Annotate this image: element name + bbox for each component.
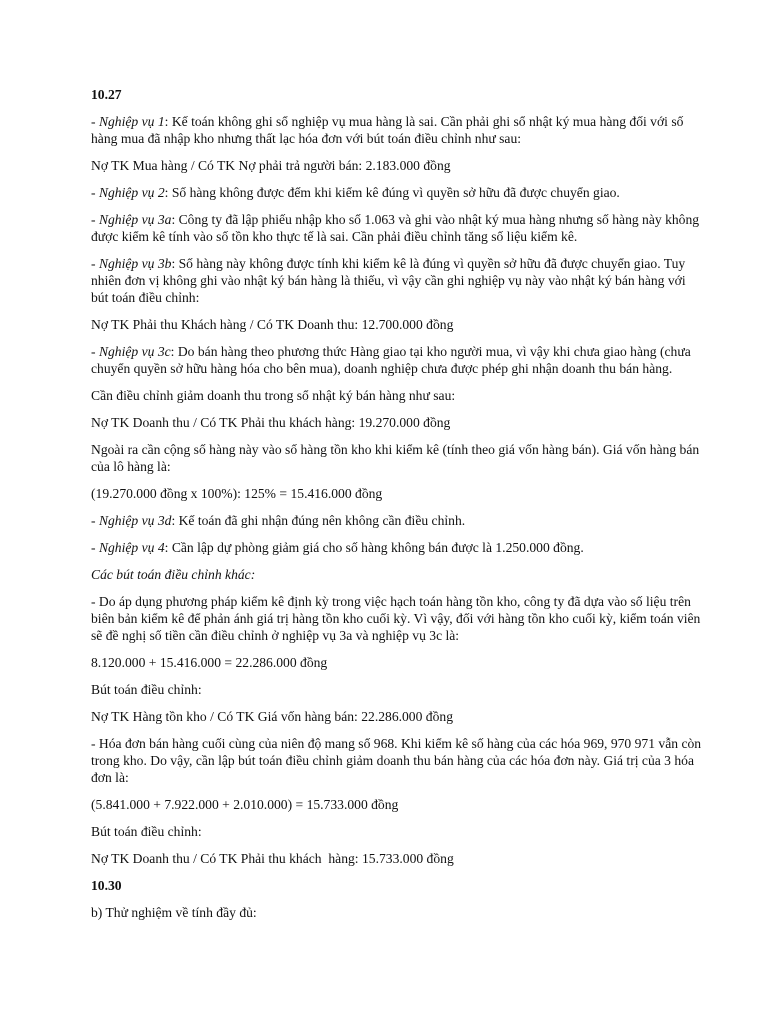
paragraph-nghiep-vu-1: - Nghiệp vụ 1: Kế toán không ghi sổ nghiệp vụ mua hàng là sai. Cần phải ghi sổ nhật ký mua hàng đối với số hàng mua đã nhập kho nhưng thất lạc hóa đơn với bút toán điều chỉnh như sau: [91, 114, 684, 146]
calculation-2: 8.120.000 + 15.416.000 = 22.286.000 đồng [91, 655, 328, 670]
paragraph-nghiep-vu-3b: - Nghiệp vụ 3b: Số hàng này không được tính khi kiểm kê là đúng vì quyền sở hữu đã được chuyển giao. Tuy nhiên đơn vị không ghi vào nhật ký bán hàng là thiếu, vì vậy cần ghi nghiệp vụ này vào nhật ký bán hàng với bút toán điều chỉnh: [91, 256, 686, 305]
paragraph-label: Nghiệp vụ 3a [98, 212, 172, 227]
paragraph-label: Nghiệp vụ 2 [98, 185, 165, 200]
paragraph-text: : Kế toán đã ghi nhận đúng nên không cần điều chỉnh. [171, 513, 466, 528]
paragraph-label: Nghiệp vụ 3b [98, 256, 172, 271]
journal-entry-3: Nợ TK Doanh thu / Có TK Phải thu khách hàng: 19.270.000 đồng [91, 415, 451, 430]
journal-entry-4: Nợ TK Hàng tồn kho / Có TK Giá vốn hàng bán: 22.286.000 đồng [91, 709, 453, 724]
adjustment-label-2: Bút toán điều chỉnh: [91, 824, 202, 839]
journal-entry-1: Nợ TK Mua hàng / Có TK Nợ phải trả người bán: 2.183.000 đồng [91, 158, 451, 173]
paragraph-label: Nghiệp vụ 3c [98, 344, 171, 359]
paragraph-nghiep-vu-3a: - Nghiệp vụ 3a: Công ty đã lập phiếu nhập kho số 1.063 và ghi vào nhật ký mua hàng nhưng số hàng này không được kiểm kê tính vào số tồn kho thực tế là sai. Cần phải điều chỉnh tăng số liệu kiểm kê. [91, 212, 700, 244]
paragraph-label: Nghiệp vụ 3d [98, 513, 172, 528]
other-adjustments-heading: Các bút toán điều chỉnh khác: [91, 567, 256, 582]
paragraph-text: : Do bán hàng theo phương thức Hàng giao tại kho người mua, vì vậy khi chưa giao hàng (chưa chuyển quyền sở hữu hàng hóa cho bên mua), doanh nghiệp chưa được phép ghi nhận doanh thu bán hàng. [91, 344, 691, 376]
paragraph-text: : Công ty đã lập phiếu nhập kho số 1.063 và ghi vào nhật ký mua hàng nhưng số hàng này không được kiểm kê tính vào số tồn kho thực tế là sai. Cần phải điều chỉnh tăng số liệu kiểm kê. [91, 212, 700, 244]
paragraph-text: : Cần lập dự phòng giảm giá cho số hàng không bán được là 1.250.000 đồng. [164, 540, 584, 555]
paragraph-adjust-revenue: Cần điều chỉnh giảm doanh thu trong sổ nhật ký bán hàng như sau: [91, 388, 456, 403]
calculation-1: (19.270.000 đồng x 100%): 125% = 15.416.000 đồng [91, 486, 383, 501]
calculation-3: (5.841.000 + 7.922.000 + 2.010.000) = 15.733.000 đồng [91, 797, 399, 812]
paragraph-text: : Kế toán không ghi sổ nghiệp vụ mua hàng là sai. Cần phải ghi sổ nhật ký mua hàng đối với số hàng mua đã nhập kho nhưng thất lạc hóa đơn với bút toán điều chỉnh như sau: [91, 114, 684, 146]
paragraph-periodic-inventory: - Do áp dụng phương pháp kiểm kê định kỳ trong việc hạch toán hàng tồn kho, công ty đã dựa vào số liệu trên biên bản kiểm kê để phản ánh giá trị hàng tồn kho cuối kỳ. Vì vậy, đối với hàng tồn kho cuối kỳ, kiểm toán viên sẽ đề nghị số tiền cần điều chỉnh ở nghiệp vụ 3a và nghiệp vụ 3c là: [91, 594, 701, 643]
paragraph-label: Nghiệp vụ 1 [98, 114, 165, 129]
paragraph-nghiep-vu-2: - Nghiệp vụ 2: Số hàng không được đếm khi kiểm kê đúng vì quyền sở hữu đã được chuyển giao. [91, 185, 620, 200]
journal-entry-5: Nợ TK Doanh thu / Có TK Phải thu khách hàng: 15.733.000 đồng [91, 851, 454, 866]
paragraph-cost-of-goods: Ngoài ra cần cộng số hàng này vào số hàng tồn kho khi kiểm kê (tính theo giá vốn hàng bán). Giá vốn hàng bán của lô hàng là: [91, 442, 700, 474]
adjustment-label-1: Bút toán điều chỉnh: [91, 682, 202, 697]
paragraph-last-invoice: - Hóa đơn bán hàng cuối cùng của niên độ mang số 968. Khi kiểm kê số hàng của các hóa 969, 970 971 vẫn còn trong kho. Do vậy, cần lập bút toán điều chỉnh giảm doanh thu bán hàng của các hóa đơn này. Giá trị của 3 hóa đơn là: [91, 736, 702, 785]
document-page [91, 86, 703, 931]
paragraph-nghiep-vu-4: - Nghiệp vụ 4: Cần lập dự phòng giảm giá cho số hàng không bán được là 1.250.000 đồng. [91, 540, 584, 555]
section-heading-10-27: 10.27 [91, 87, 122, 102]
paragraph-text: : Số hàng này không được tính khi kiểm kê là đúng vì quyền sở hữu đã được chuyển giao. Tuy nhiên đơn vị không ghi vào nhật ký bán hàng là thiếu, vì vậy cần ghi nghiệp vụ này vào nhật ký bán hàng với bút toán điều chỉnh: [91, 256, 686, 305]
section-heading-10-30: 10.30 [91, 878, 122, 893]
journal-entry-2: Nợ TK Phải thu Khách hàng / Có TK Doanh thu: 12.700.000 đồng [91, 317, 454, 332]
paragraph-nghiep-vu-3d: - Nghiệp vụ 3d: Kế toán đã ghi nhận đúng nên không cần điều chỉnh. [91, 513, 466, 528]
paragraph-completeness-test: b) Thử nghiệm về tính đầy đủ: [91, 905, 257, 920]
paragraph-text: : Số hàng không được đếm khi kiểm kê đúng vì quyền sở hữu đã được chuyển giao. [164, 185, 620, 200]
paragraph-label: Nghiệp vụ 4 [98, 540, 165, 555]
paragraph-nghiep-vu-3c: - Nghiệp vụ 3c: Do bán hàng theo phương thức Hàng giao tại kho người mua, vì vậy khi chưa giao hàng (chưa chuyển quyền sở hữu hàng hóa cho bên mua), doanh nghiệp chưa được phép ghi nhận doanh thu bán hàng. [91, 344, 691, 376]
